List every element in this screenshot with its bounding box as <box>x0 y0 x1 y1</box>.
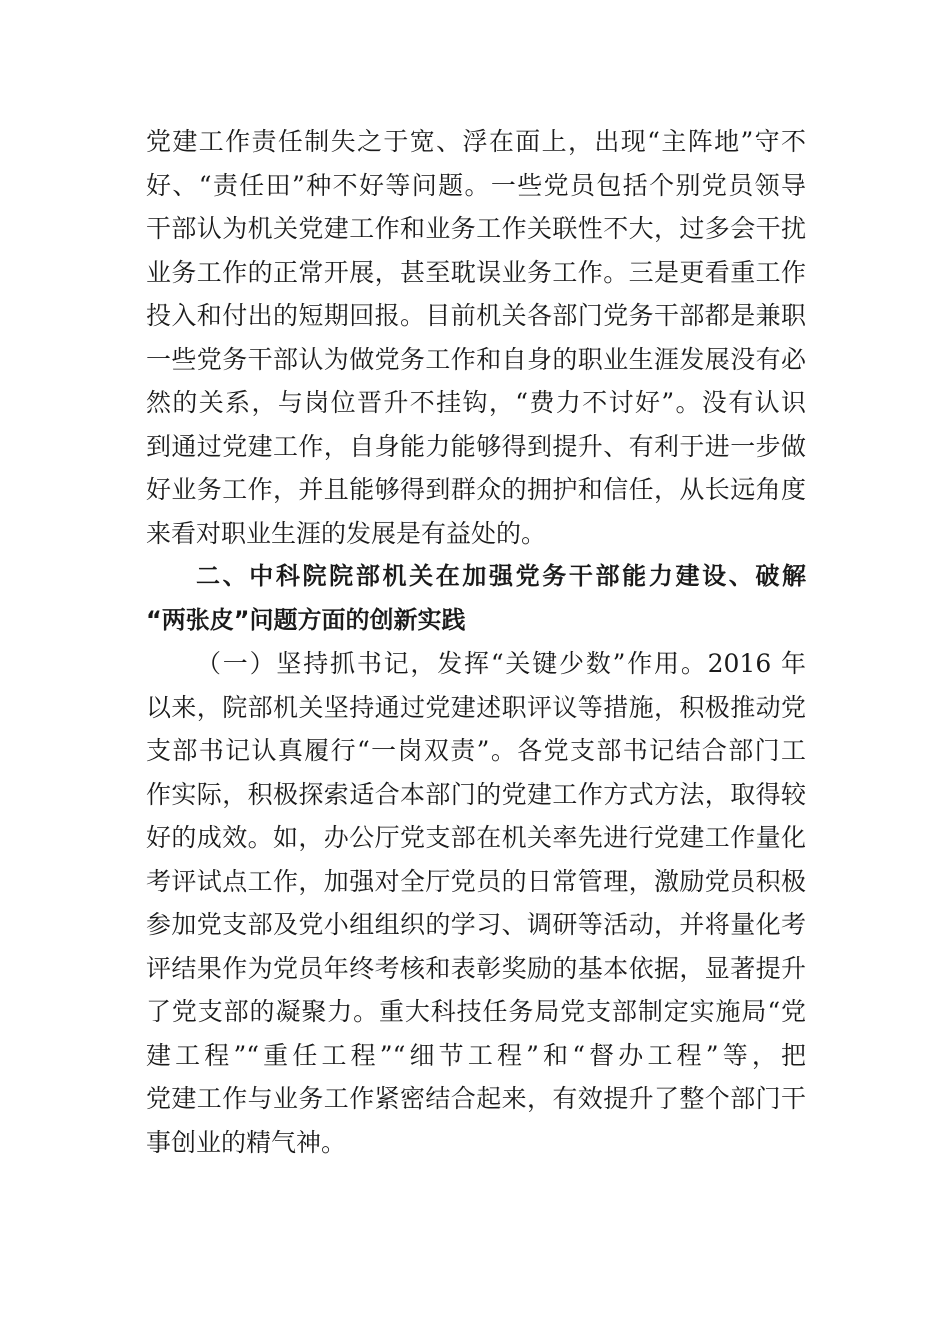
heading-line: “两张皮”问题方面的创新实践 <box>146 605 466 634</box>
text-line: 党建工作与业务工作紧密结合起来，有效提升了整个部门干 <box>146 1084 806 1113</box>
text-line: 好业务工作，并且能够得到群众的拥护和信任，从长远角度 <box>146 475 806 504</box>
document-body <box>146 120 806 1164</box>
paragraph-grasp-secretaries <box>146 642 806 1164</box>
text-line: 干部认为机关党建工作和业务工作关联性不大，过多会干扰 <box>146 214 806 243</box>
text-line: 然的关系，与岗位晋升不挂钩，“费力不讨好”。没有认识 <box>146 388 806 417</box>
paragraph-party-building-issues <box>146 120 806 555</box>
text-line: 好的成效。如，办公厅党支部在机关率先进行党建工作量化 <box>146 823 806 852</box>
text-line: 一些党务干部认为做党务工作和自身的职业生涯发展没有必 <box>146 344 806 374</box>
text-line: 党建工作责任制失之于宽、浮在面上，出现“主阵地”守不 <box>146 127 806 156</box>
text-line: 来看对职业生涯的发展是有益处的。 <box>146 518 547 548</box>
text-line: 事创业的精气神。 <box>146 1127 347 1157</box>
text-line: 评结果作为党员年终考核和表彰奖励的基本依据，显著提升 <box>146 953 806 983</box>
text-line: 了党支部的凝聚力。重大科技任务局党支部制定实施局“党 <box>146 997 806 1026</box>
text-line: 考评试点工作，加强对全厅党员的日常管理，激励党员积极 <box>146 866 806 896</box>
heading-line: 二、中科院院部机关在加强党务干部能力建设、破解 <box>196 562 806 590</box>
text-line: （一）坚持抓书记，发挥“关键少数”作用。2016 年 <box>196 649 806 678</box>
text-line: 业务工作的正常开展，甚至耽误业务工作。三是更看重工作 <box>146 257 806 287</box>
text-line: 好、“责任田”种不好等问题。一些党员包括个别党员领导 <box>146 170 806 200</box>
text-line: 支部书记认真履行“一岗双责”。各党支部书记结合部门工 <box>146 736 806 765</box>
text-line: 投入和付出的短期回报。目前机关各部门党务干部都是兼职 <box>146 301 806 330</box>
text-line: 到通过党建工作，自身能力能够得到提升、有利于进一步做 <box>146 431 806 461</box>
text-line: 以来，院部机关坚持通过党建述职评议等措施，积极推动党 <box>146 692 806 722</box>
text-line: 参加党支部及党小组组织的学习、调研等活动，并将量化考 <box>146 910 806 939</box>
text-line: 作实际，积极探索适合本部门的党建工作方式方法，取得较 <box>146 779 806 809</box>
text-line: 建工程”“重任工程”“细节工程”和“督办工程”等，把 <box>146 1040 806 1070</box>
section-heading <box>146 555 806 642</box>
